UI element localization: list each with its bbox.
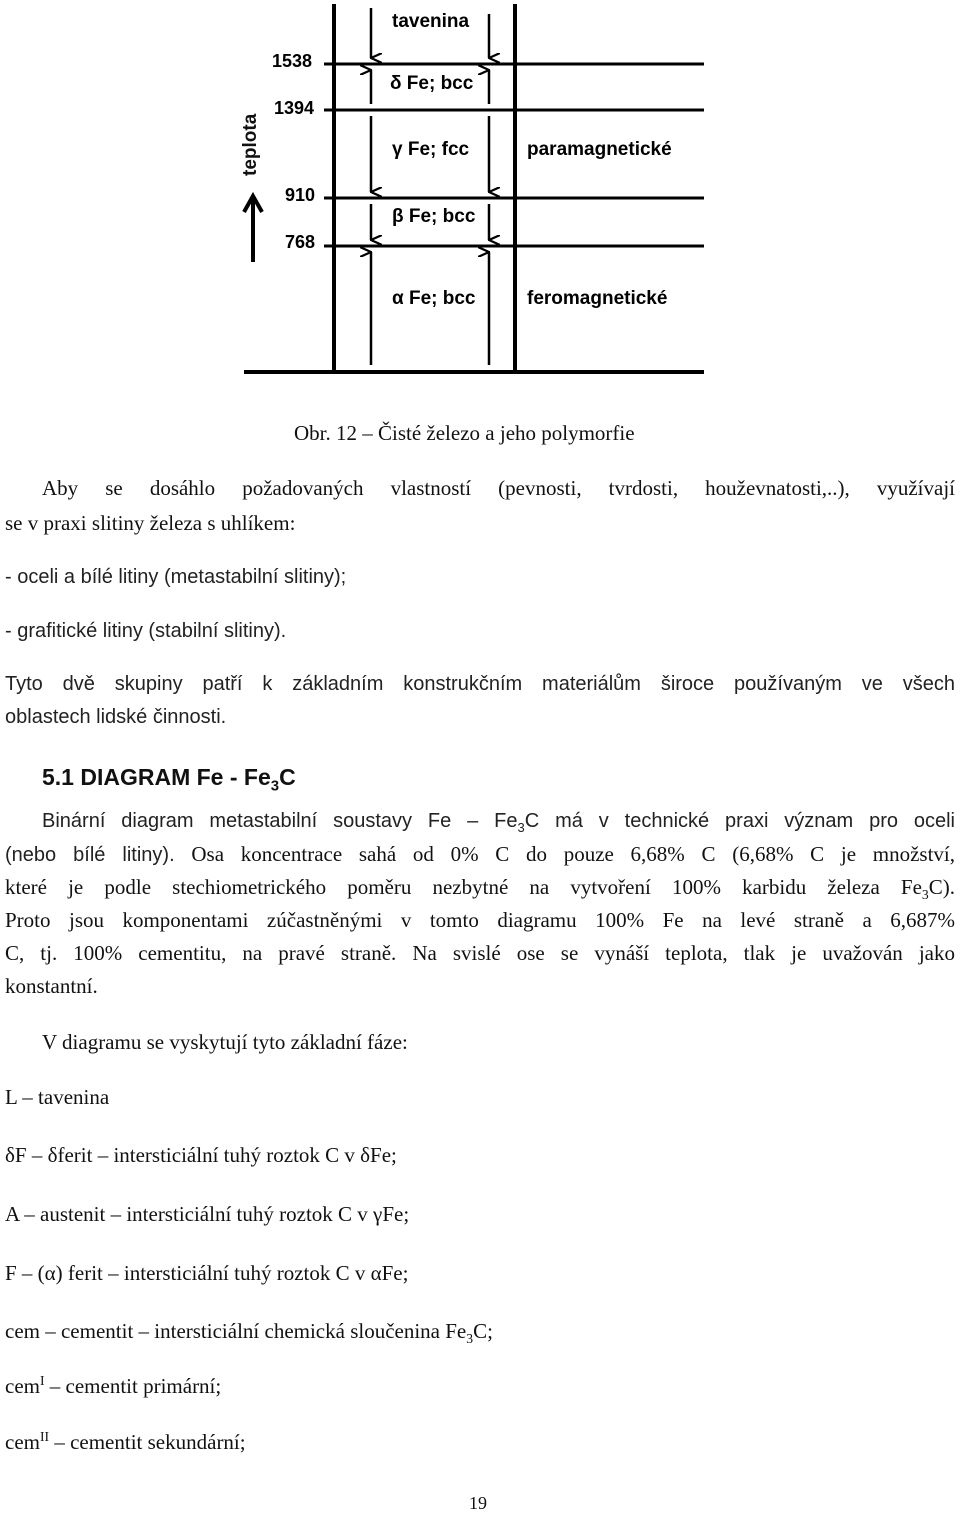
intro-line-1: Aby se dosáhlo požadovaných vlastností (pevnosti, tvrdosti, houževnatosti,..), využívají [42, 476, 955, 500]
section-heading: 5.1 DIAGRAM Fe - $Fe_3C$ [42, 764, 296, 795]
intro-line-2: se v praxi slitiny železa s uhlíkem: [5, 511, 296, 535]
phase-item-liquid: L – tavenina [5, 1085, 110, 1109]
body-line-5: C, tj. 100% cementitu, na pravé straně. Na svislé ose se vynáší teplota, tlak je uvažován jako [5, 941, 955, 965]
page-number: 19 [469, 1493, 487, 1513]
magnetic-label-ferro: feromagnetické [527, 288, 668, 309]
phase-label-alpha: α Fe; bcc [392, 288, 476, 309]
figure-caption: Obr. 12 – Čisté železo a jeho polymorfie [294, 421, 635, 445]
phase-item-primary-cementite: cem$^I$ – cementit primární; [5, 1373, 222, 1398]
phase-label-beta: β Fe; bcc [392, 206, 476, 227]
body-line-4: Proto jsou komponentami zúčastněnými v tomto diagramu 100% Fe na levé straně a 6,687% [5, 908, 955, 932]
intro-line-3: Tyto dvě skupiny patří k základním konstrukčním materiálům široce používaným ve všech [5, 673, 955, 695]
temp-label-768: 768 [285, 232, 316, 252]
axis-label-temperature: teplota [240, 113, 261, 176]
intro-line-4: oblastech lidské činnosti. [5, 706, 227, 728]
phase-item-cementite: cem – cementit – intersticiální chemická sloučenina $Fe_3C$; [5, 1319, 493, 1347]
body-line-2: (nebo bílé litiny). Osa koncentrace sahá od 0% C do pouze 6,68% C (6,68% C je množství, [5, 842, 955, 866]
figure-lines [0, 0, 960, 390]
phase-label-melt: tavenina [392, 11, 470, 32]
phase-label-delta: δ Fe; bcc [390, 73, 474, 94]
phases-intro: V diagramu se vyskytují tyto základní fáze: [42, 1030, 408, 1054]
list-item-steels: - oceli a bílé litiny (metastabilní slitiny); [5, 566, 347, 588]
temp-label-1394: 1394 [274, 98, 315, 118]
phase-item-austenite: A – austenit – intersticiální tuhý roztok C v γFe; [5, 1202, 410, 1226]
body-line-1: Binární diagram metastabilní soustavy Fe – $Fe_3C$ má v technické praxi význam pro oceli [42, 810, 955, 835]
body-line-6: konstantní. [5, 974, 98, 998]
body-line-3: které je podle stechiometrického poměru nezbytné na vytvoření 100% karbidu železa $Fe_3C$). [5, 875, 955, 903]
list-item-graphitic: - grafitické litiny (stabilní slitiny). [5, 620, 287, 642]
phase-item-secondary-cementite: cem$^{II}$ – cementit sekundární; [5, 1429, 246, 1454]
phase-label-gamma: γ Fe; fcc [392, 139, 470, 160]
temp-label-1538: 1538 [272, 51, 313, 71]
phase-item-ferrite: F – (α) ferit – intersticiální tuhý roztok C v αFe; [5, 1261, 409, 1285]
phase-item-delta-ferrite: δF – δferit – intersticiální tuhý roztok C v δFe; [5, 1143, 397, 1167]
iron-polymorphism-figure [0, 0, 960, 390]
temp-label-910: 910 [285, 185, 316, 205]
magnetic-label-para: paramagnetické [527, 139, 672, 160]
